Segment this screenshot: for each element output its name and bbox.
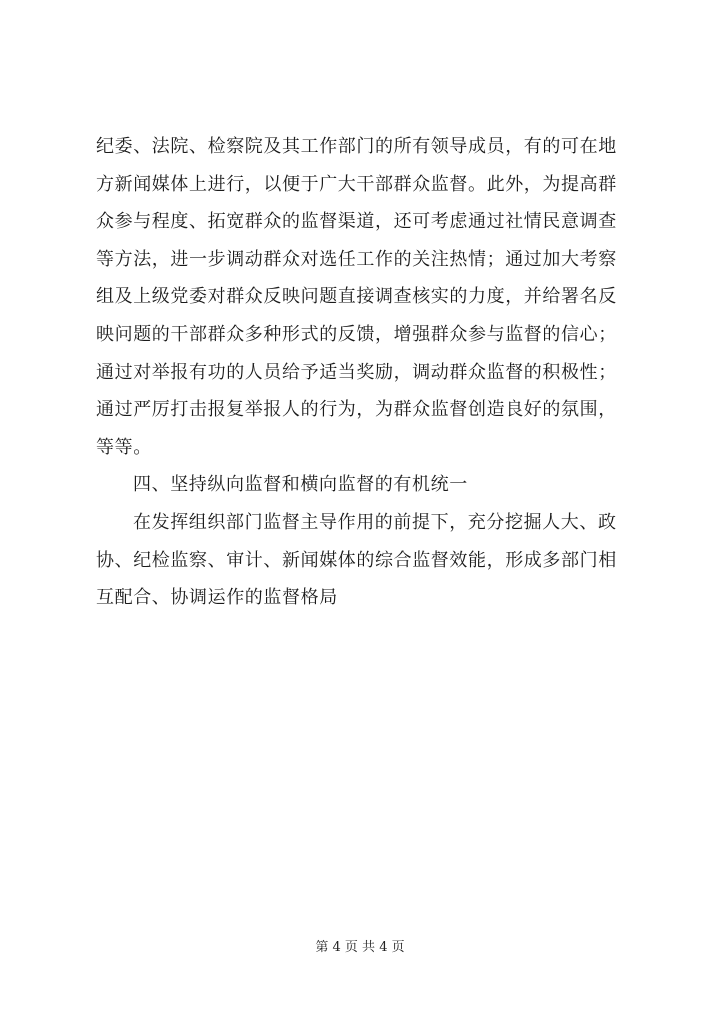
paragraph-line: 等方法，进一步调动群众对选任工作的关注热情；通过加大考察 — [96, 248, 617, 270]
paragraph-line: 在发挥组织部门监督主导作用的前提下，充分挖掘人大、政 — [133, 511, 617, 533]
paragraph-line: 方新闻媒体上进行，以便于广大干部群众监督。此外，为提高群 — [96, 173, 617, 195]
paragraph-line: 纪委、法院、检察院及其工作部门的所有领导成员，有的可在地 — [96, 136, 617, 157]
section-heading: 四、坚持纵向监督和横向监督的有机统一 — [133, 474, 468, 496]
paragraph-line: 协、纪检监察、审计、新闻媒体的综合监督效能，形成多部门相 — [96, 549, 617, 571]
document-body — [96, 128, 636, 617]
paragraph-line: 通过对举报有功的人员给予适当奖励，调动群众监督的积极性； — [96, 361, 617, 383]
paragraph-line: 组及上级党委对群众反映问题直接调查核实的力度，并给署名反 — [96, 286, 617, 308]
paragraph-line: 众参与程度、拓宽群众的监督渠道，还可考虑通过社情民意调查 — [96, 211, 617, 233]
page-number-footer: 第 4 页 共 4 页 — [315, 940, 405, 955]
paragraph-line: 等等。 — [96, 436, 152, 458]
paragraph-line: 互配合、协调运作的监督格局 — [96, 587, 338, 609]
paragraph-line: 映问题的干部群众多种形式的反馈，增强群众参与监督的信心； — [96, 323, 617, 345]
paragraph-line: 通过严厉打击报复举报人的行为，为群众监督创造良好的氛围， — [96, 399, 617, 421]
